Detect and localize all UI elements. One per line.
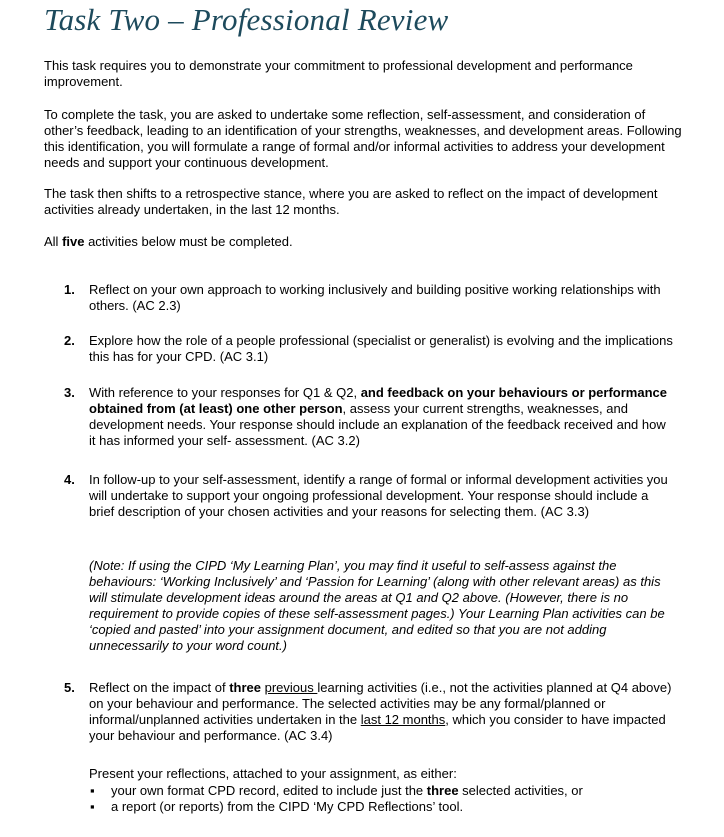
square-bullet-icon: ▪: [90, 799, 95, 814]
bullet-1-before: your own format CPD record, edited to include just the: [111, 783, 427, 798]
activity-text: Reflect on your own approach to working inclusively and building positive working relationships with others. (AC 2.3): [89, 282, 661, 313]
activity-3-text-before: With reference to your responses for Q1 & Q2,: [89, 385, 361, 400]
p4-text-before: All: [44, 234, 63, 249]
bullet-1-bold-three: three: [426, 783, 459, 798]
activity-number: 2.: [64, 333, 75, 348]
learning-plan-note: (Note: If using the CIPD ‘My Learning Plan’, you may find it useful to self-assess against the behaviours: ‘Working Inclusively’ and ‘Passion for Learning’ (along with other relevant areas) as this will stimulate development ideas around the areas at Q1 and Q2 above. (However, there is no requirement to provide copies of these self-assessment pages.) Your Learning Plan activities can be ‘copied and pasted’ into your assignment document, and edited so that you are not adding unnecessarily to your word count.): [89, 558, 665, 653]
activity-3-bold-feedback: and feedback on your behaviours or performance obtained from (at least) one other person: [89, 385, 667, 416]
activity-5-text-7: , which you consider to have impacted your behaviour and performance. (AC 3.4): [89, 712, 666, 743]
activity-number: 1.: [64, 282, 75, 297]
square-bullet-icon: ▪: [90, 783, 95, 798]
activity-text: In follow-up to your self-assessment, identify a range of formal or informal development activities you will undertake to support your ongoing professional development. Your response should include a brief description of your chosen activities and your reasons for selecting them. (AC 3.3): [89, 472, 668, 519]
intro-paragraph-3: The task then shifts to a retrospective stance, where you are asked to reflect on the impact of development activities already undertaken, in the last 12 months.: [44, 186, 658, 217]
present-options-list: [89, 783, 689, 815]
activity-5-underline-last-12-months: last 12 months: [360, 712, 446, 727]
activity-number: 5.: [64, 680, 75, 695]
activity-text: Explore how the role of a people professional (specialist or generalist) is evolving and the implications this has for your CPD. (AC 3.1): [89, 333, 673, 364]
present-intro: Present your reflections, attached to your assignment, as either:: [89, 766, 457, 781]
bullet-1-after: selected activities, or: [458, 783, 583, 798]
activity-5-bold-three: three: [229, 680, 261, 695]
activity-5-text-1: Reflect on the impact of: [89, 680, 230, 695]
activity-5-underline-previous: previous: [264, 680, 318, 695]
p4-text-after: activities below must be completed.: [84, 234, 293, 249]
p4-bold-five: five: [62, 234, 85, 249]
list-item: [89, 799, 689, 815]
page-title: Task Two – Professional Review: [44, 2, 449, 37]
activity-number: 4.: [64, 472, 75, 487]
activity-3-text-after: , assess your current strengths, weaknesses, and development needs. Your response should include an explanation of the feedback received and how it has informed your self- assessment. (AC 3.2): [89, 401, 666, 448]
activity-5-text-5: learning activities (i.e., not the activities planned at Q4 above) on your behaviour and performance. The selected activities may be any formal/planned or informal/unplanned activities undertaken in the: [89, 680, 672, 727]
activity-text: [89, 385, 674, 449]
intro-paragraph-2: To complete the task, you are asked to undertake some reflection, self-assessment, and consideration of other’s feedback, leading to an identification of your strengths, weaknesses, and development areas. Following this identification, you will formulate a range of formal and/or informal activities to address your development needs and support your continuous development.: [44, 107, 682, 170]
activity-number: 3.: [64, 385, 75, 400]
intro-paragraph-1: This task requires you to demonstrate your commitment to professional development and performance improvement.: [44, 58, 633, 89]
intro-paragraph-4: [44, 234, 684, 250]
bullet-2-text: a report (or reports) from the CIPD ‘My CPD Reflections’ tool.: [111, 799, 464, 814]
activity-text: [89, 680, 674, 744]
list-item: [89, 783, 689, 799]
